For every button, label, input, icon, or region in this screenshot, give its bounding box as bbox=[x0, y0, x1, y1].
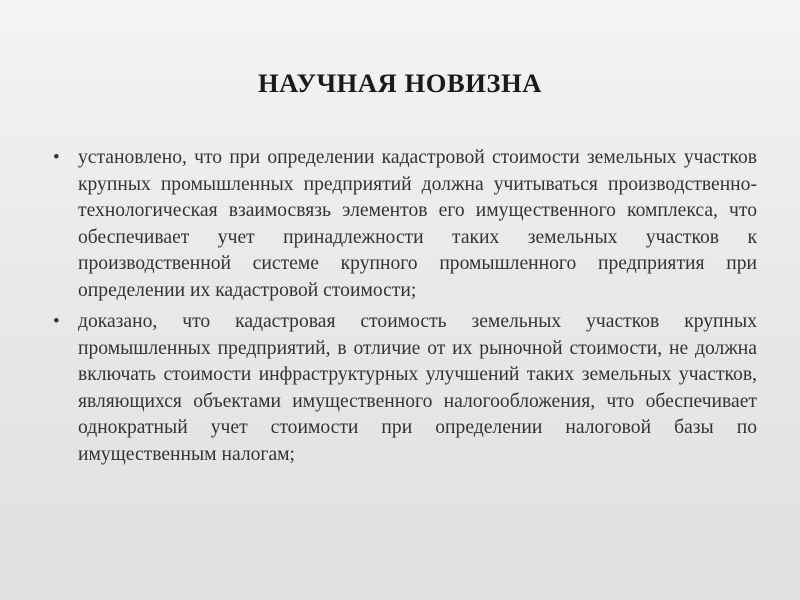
bullet-list bbox=[45, 145, 757, 473]
bullet-marker-icon: • bbox=[53, 311, 60, 332]
bullet-item-1 bbox=[45, 145, 757, 304]
bullet-text-2: доказано, что кадастровая стоимость земельных участков крупных промышленных предприятий, в отличие от их рыночной стоимости, не должна включать стоимости инфраструктурных улучшений таких земельных участков, являющихся объектами имущественного налогообложения, что обеспечивает однократный учет стоимости при определении налоговой базы по имущественным налогам; bbox=[78, 311, 757, 465]
bullet-text-1: установлено, что при определении кадастровой стоимости земельных участков крупных промышленных предприятий должна учитываться производственно-технологическая взаимосвязь элементов его имущественного комплекса, что обеспечивает учет принадлежности таких земельных участков к производственной системе крупного промышленного предприятия при определении их кадастровой стоимости; bbox=[78, 147, 757, 301]
bullet-marker-icon: • bbox=[53, 147, 60, 168]
slide-title: НАУЧНАЯ НОВИЗНА bbox=[257, 68, 543, 98]
bullet-item-2 bbox=[45, 309, 757, 468]
